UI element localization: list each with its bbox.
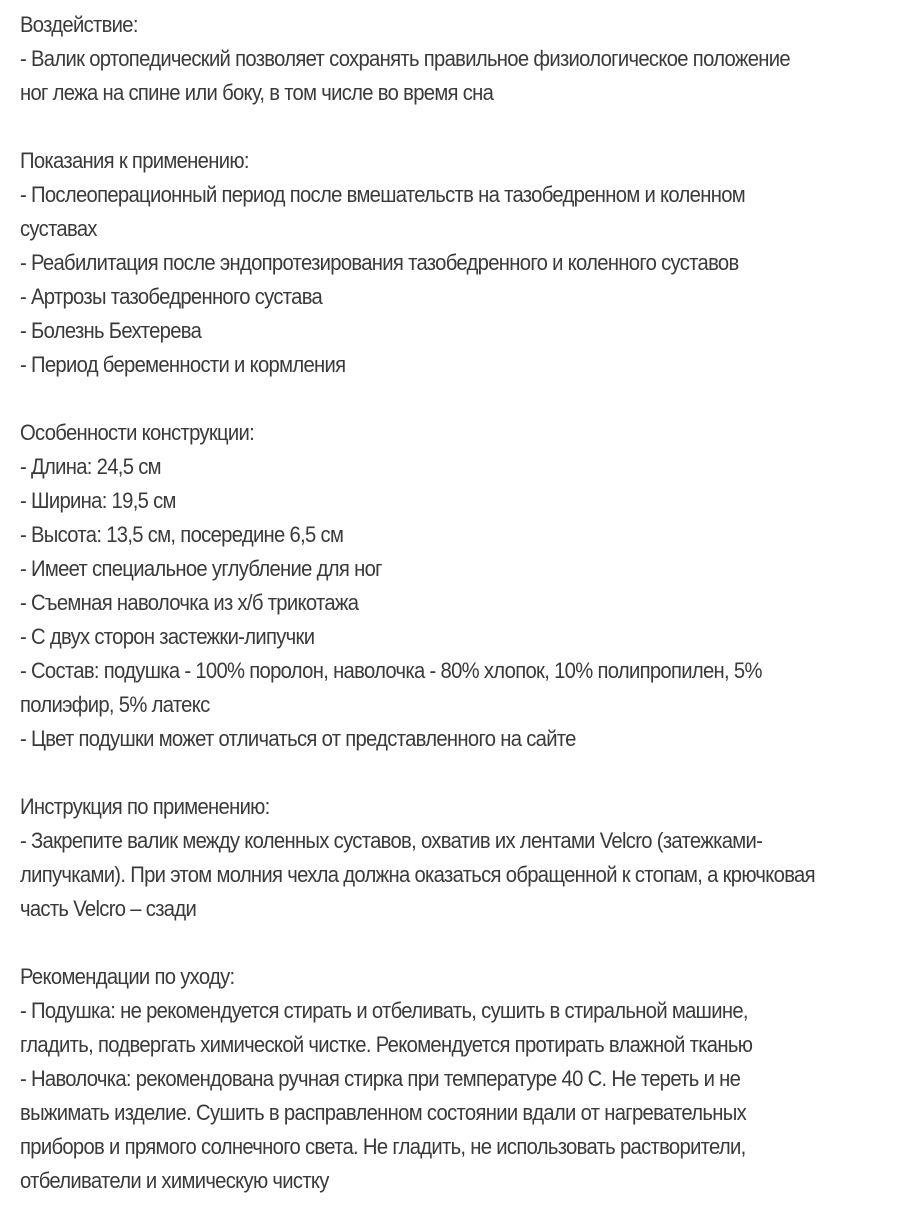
text-line: - Съемная наволочка из х/б трикотажа: [20, 590, 359, 615]
section-design-features: [20, 416, 888, 756]
text-line: - Валик ортопедический позволяет сохранять правильное физиологическое положение: [20, 46, 790, 71]
text-line: - Имеет специальное углубление для ног: [20, 556, 382, 581]
section-indications: [20, 144, 888, 382]
section-heading: Особенности конструкции:: [20, 420, 255, 445]
text-line: - Наволочка: рекомендована ручная стирка при температуре 40 С. Не тереть и не: [20, 1066, 741, 1091]
section-care: [20, 960, 888, 1198]
text-line: - Ширина: 19,5 см: [20, 488, 176, 513]
text-line: - Высота: 13,5 см, посередине 6,5 см: [20, 522, 344, 547]
text-line: - С двух сторон застежки-липучки: [20, 624, 315, 649]
text-line: - Подушка: не рекомендуется стирать и отбеливать, сушить в стиральной машине,: [20, 998, 748, 1023]
text-line: гладить, подвергать химической чистке. Рекомендуется протирать влажной тканью: [20, 1032, 753, 1057]
text-line: - Послеоперационный период после вмешательств на тазобедренном и коленном: [20, 182, 746, 207]
section-heading: Показания к применению:: [20, 148, 249, 173]
text-line: - Артрозы тазобедренного сустава: [20, 284, 323, 309]
text-line: - Длина: 24,5 см: [20, 454, 161, 479]
text-line: ног лежа на спине или боку, в том числе во время сна: [20, 80, 494, 105]
text-line: - Болезнь Бехтерева: [20, 318, 202, 343]
section-effect: [20, 8, 888, 110]
text-line: полиэфир, 5% латекс: [20, 692, 210, 717]
section-heading: Воздействие:: [20, 12, 138, 37]
section-heading: Инструкция по применению:: [20, 794, 270, 819]
text-line: отбеливатели и химическую чистку: [20, 1168, 329, 1193]
text-line: - Состав: подушка - 100% поролон, наволочка - 80% хлопок, 10% полипропилен, 5%: [20, 658, 762, 683]
section-instructions: [20, 790, 888, 926]
text-line: приборов и прямого солнечного света. Не гладить, не использовать растворители,: [20, 1134, 746, 1159]
text-line: - Цвет подушки может отличаться от представленного на сайте: [20, 726, 576, 751]
section-heading: Рекомендации по уходу:: [20, 964, 235, 989]
text-line: липучками). При этом молния чехла должна оказаться обращенной к стопам, а крючковая: [20, 862, 815, 887]
product-description: [20, 8, 888, 1232]
text-line: - Закрепите валик между коленных суставов, охватив их лентами Velcro (затежками-: [20, 828, 763, 853]
text-line: - Реабилитация после эндопротезирования тазобедренного и коленного суставов: [20, 250, 739, 275]
text-line: выжимать изделие. Сушить в расправленном состоянии вдали от нагревательных: [20, 1100, 747, 1125]
text-line: - Период беременности и кормления: [20, 352, 346, 377]
text-line: часть Velcro – сзади: [20, 896, 197, 921]
text-line: суставах: [20, 216, 97, 241]
